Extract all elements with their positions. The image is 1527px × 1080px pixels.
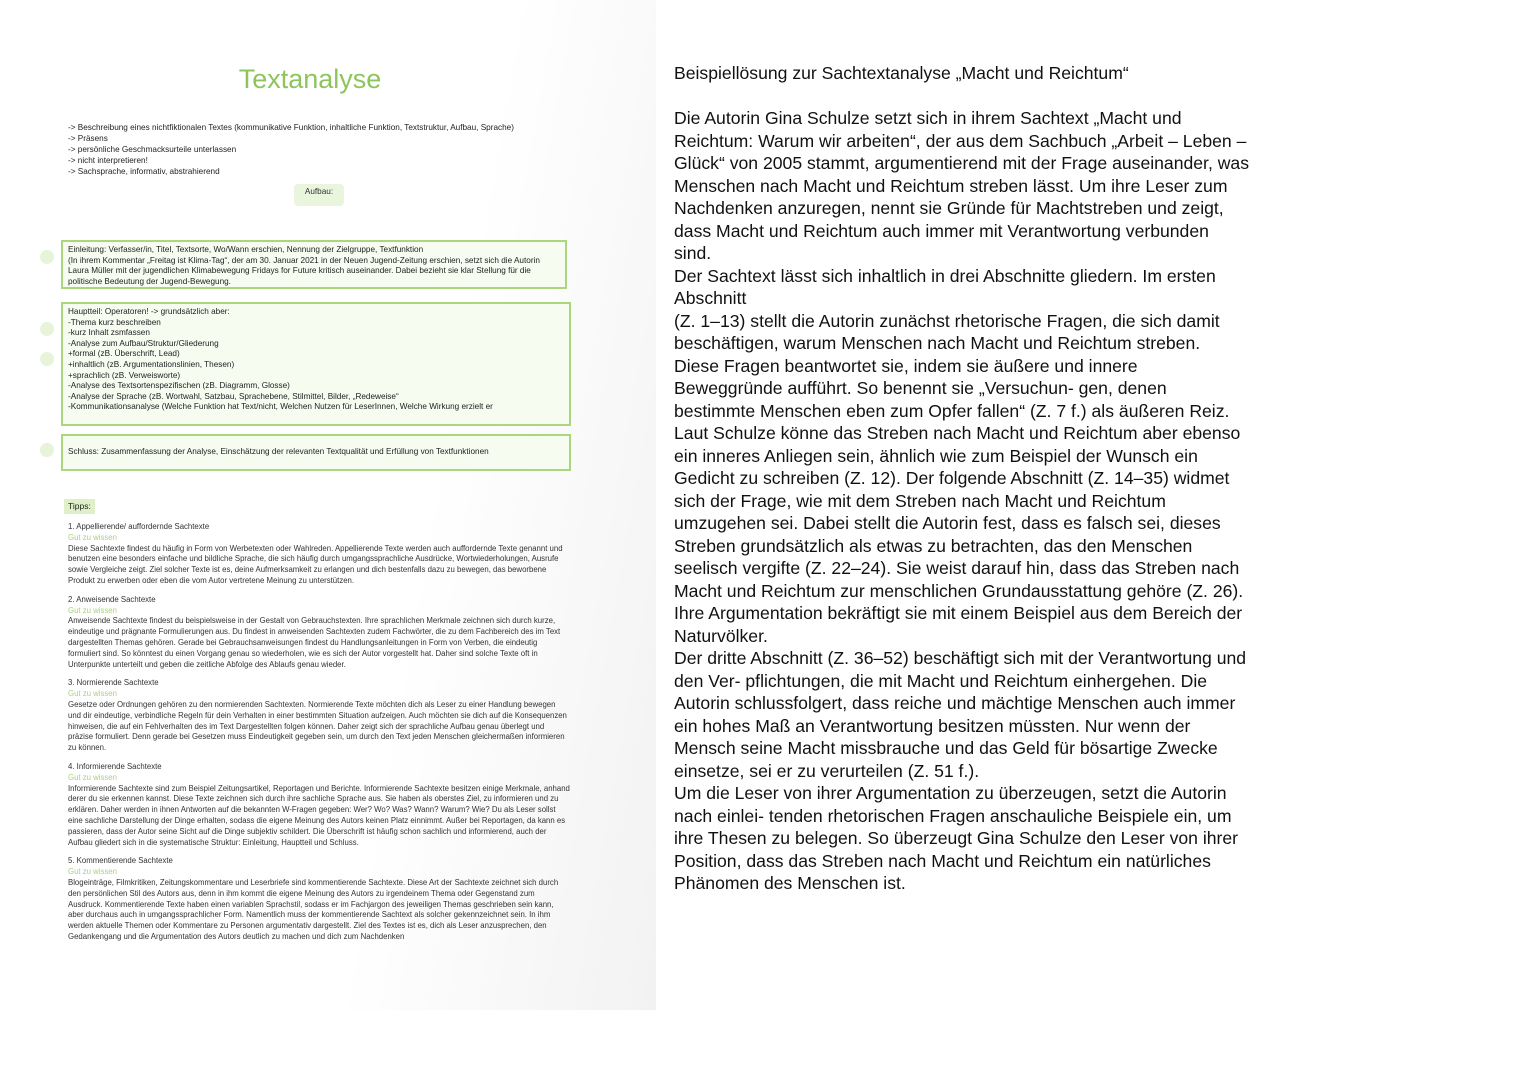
tip-title: 2. Anweisende Sachtexte <box>68 594 156 604</box>
list-item: -> Sachsprache, informativ, abstrahierend <box>68 167 220 176</box>
tip-body: Diese Sachtexte findest du häufig in Form von Werbetexten oder Wahlreden. Appellierende Texte werden auch auffordernde Texte genannt und benutzen eine besonders einfache und bildliche Sprache, die sich häufig durch umgangssprachliche Ausdrücke, Wortwiederholungen, Ausrufe sowie Vergleiche zeigt. Ziel solcher Texte ist es, deine Aufmerksamkeit zu erlangen und dich bestenfalls dazu zu bewegen, das beworbene Produkt zu erwerben oder eben die vom Autor vertretene Meinung zu unterstützen. <box>68 543 563 585</box>
tip-body: Anweisende Sachtexte findest du beispielsweise in der Gestalt von Gebrauchstexten. Ihre sprachlichen Merkmale zeichnen sich durch kurze, eindeutige und prägnante Formulierungen aus. Du findest in anweisenden Sachtexten zudem Fachwörter, die zu dem Fachbereich des im Text dargestellten Themas gehören. Gerade bei Gebrauchsanweisungen findest du Handlungsanleitungen in Form von Verben, die eindeutig formuliert sind. So könntest du einen Vorgang genau so wiederholen, wie es sich der Autor vorgestellt hat. Daher sind solche Texte oft in Unterpunkte unterteilt und geben die zeitliche Abfolge des Ablaufs genau wieder. <box>68 616 561 669</box>
tipps-list <box>68 522 570 951</box>
tip-body: Informierende Sachtexte sind zum Beispiel Zeitungsartikel, Reportagen und Berichte. Informierende Sachtexte besitzen einige Merkmale, anhand derer du sie erkennen kannst. Diese Texte zeichnen sich durch ihre sachliche Sprache aus. Sie haben als oberstes Ziel, zu informieren und zu erklären. Daher werden in ihnen Antworten auf die bekannten W-Fragen gegeben: Wer? Wo? Was? Wann? Warum? Wie? Du als Leser sollst eine sachliche Darstellung der Dinge erhalten, sodass die eigene Meinung des Autors keinen Platz einnimmt. Außer bei Reportagen, da kann es passieren, dass der Autor seine Sicht auf die Dinge subjektiv schildert. Die Überschrift ist häufig schon sachlich und informierend, auch der Aufbau gliedert sich in die systematische Struktur: Einleitung, Hauptteil und Schluss. <box>68 783 570 847</box>
bullet-dot-icon <box>40 250 54 264</box>
einleitung-example: (In ihrem Kommentar „Freitag ist Klima-Tag“, der am 30. Januar 2021 in der Neuen Jugend-Zeitung erschien, setzt sich die Autorin Laura Müller mit der jugendlichen Klimabewegung Fridays for Future kritisch auseinander. Dabei bezieht sie klar Stellung für die politische Bedeutung der Jugend-Bewegung. <box>68 255 540 286</box>
tip-item <box>68 762 570 848</box>
tip-subtitle: Gut zu wissen <box>68 867 117 877</box>
bullet-dot-icon <box>40 322 54 336</box>
solution-paragraph: Der Sachtext lässt sich inhaltlich in drei Abschnitte gliedern. Im ersten Abschnitt <box>674 265 1216 308</box>
solution-paragraph: Die Autorin Gina Schulze setzt sich in ihrem Sachtext „Macht und Reichtum: Warum wir arbeiten“, der aus dem Sachbuch „Arbeit – Leben – Glück“ von 2005 stammt, argumentierend mit der Frage auseinander, was Menschen nach Macht und Reichtum streben lässt. Um ihre Leser zum Nachdenken anzuregen, nennt sie Gründe für Machtstreben und zeigt, dass Macht und Reichtum auch immer mit Verantwortung verbunden sind. <box>674 108 1250 263</box>
bullet-dot-icon <box>40 352 54 366</box>
tip-body: Gesetze oder Ordnungen gehören zu den normierenden Sachtexten. Normierende Texte möchten dich als Leser zu einer Handlung bewegen und dir eindeutige, verbindliche Regeln für dein Verhalten in einer bestimmten Situation aufzeigen. Auch möchten sie dich auf die Konsequenzen hinweisen, die auf ein Fehlverhalten des im Text Dargestellten folgen können. Daher zeigt sich der sprachliche Aufbau genau überlegt und präzise formuliert. Denn gerade bei Gesetzen muss Eindeutigkeit gegeben sein, um durch den Text jeden Menschen gleichermaßen informieren zu können. <box>68 699 567 753</box>
tip-subtitle: Gut zu wissen <box>68 605 117 615</box>
hauptteil-box <box>61 302 571 426</box>
aufbau-label: Aufbau: <box>294 184 344 206</box>
tip-item <box>68 856 570 942</box>
schluss-box <box>61 434 571 471</box>
solution-heading: Beispiellösung zur Sachtextanalyse „Macht und Reichtum“ <box>674 63 1129 83</box>
hauptteil-line: -Analyse des Textsortenspezifischen (zB. Diagramm, Glosse) <box>68 381 290 391</box>
solution-paragraph: (Z. 1–13) stellt die Autorin zunächst rhetorische Fragen, die sich damit beschäftigen, warum Menschen nach Macht und Reichtum streben. Diese Fragen beantwortet sie, indem sie äußere und innere Beweggründe aufführt. So benennt sie „Versuchun- gen, denen bestimmte Menschen eben zum Opfer fallen“ (Z. 7 f.) als äußeren Reiz. Laut Schulze könne das Streben nach Macht und Reichtum aber ebenso ein inneres Anliegen sein, ähnlich wie zum Beispiel der Wunsch ein Gedicht zu schreiben (Z. 12). Der folgende Abschnitt (Z. 14–35) widmet sich der Frage, wie mit dem Streben nach Macht und Reichtum umzugehen sei. Dabei stellt die Autorin fest, dass es falsch sei, dieses Streben grundsätzlich als etwas zu betrachten, das den Menschen seelisch vergifte (Z. 22–24). Sie weist darauf hin, dass das Streben nach Macht und Reichtum zur menschlichen Grundausstattung gehöre (Z. 26). Ihre Argumentation bekräftigt sie mit einem Beispiel aus dem Bereich der Naturvölker. <box>674 310 1244 646</box>
tip-item <box>68 595 570 671</box>
list-item: -> Beschreibung eines nichtfiktionalen Textes (kommunikative Funktion, inhaltliche Funktion, Textstruktur, Aufbau, Sprache) <box>68 123 514 132</box>
tip-subtitle: Gut zu wissen <box>68 772 117 782</box>
tip-item <box>68 678 570 754</box>
hauptteil-line: -Analyse zum Aufbau/Struktur/Gliederung <box>68 338 219 348</box>
tip-subtitle: Gut zu wissen <box>68 689 117 699</box>
hauptteil-line: Hauptteil: Operatoren! -> grundsätzlich aber: <box>68 307 230 316</box>
hauptteil-line: -Thema kurz beschreiben <box>68 317 161 327</box>
intro-list <box>68 122 514 177</box>
tipps-label: Tipps: <box>64 499 95 514</box>
hauptteil-line: -Analyse der Sprache (zB. Wortwahl, Satzbau, Sprachebene, Stilmittel, Bilder, „Redeweise“ <box>68 391 399 401</box>
list-item: -> persönliche Geschmacksurteile unterlassen <box>68 145 237 154</box>
tip-title: 3. Normierende Sachtexte <box>68 678 159 688</box>
list-item: -> Präsens <box>68 134 108 143</box>
hauptteil-line: -Kommunikationsanalyse (Welche Funktion hat Text/nicht, Welchen Nutzen für LeserInnen, Welche Wirkung erzielt er <box>68 402 493 412</box>
einleitung-heading: Einleitung: Verfasser/in, Titel, Textsorte, Wo/Wann erschien, Nennung der Zielgruppe, Textfunktion <box>68 245 424 254</box>
list-item: -> nicht interpretieren! <box>68 156 148 165</box>
tip-item <box>68 522 570 587</box>
right-page-example-solution <box>674 62 1249 895</box>
schluss-text: Schluss: Zusammenfassung der Analyse, Einschätzung der relevanten Textqualität und Erfüllung von Textfunktionen <box>68 447 489 456</box>
bullet-dot-icon <box>40 443 54 457</box>
page-title: Textanalyse <box>238 64 382 95</box>
tip-title: 4. Informierende Sachtexte <box>68 761 162 771</box>
hauptteil-line: +formal (zB. Überschrift, Lead) <box>68 349 180 359</box>
tip-title: 1. Appellierende/ auffordernde Sachtexte <box>68 522 210 531</box>
solution-paragraph: Um die Leser von ihrer Argumentation zu überzeugen, setzt die Autorin nach einlei- tenden rhetorischen Fragen anschauliche Beispiele ein, um ihre Thesen zu belegen. So überzeugt Gina Schulze den Leser von ihrer Position, dass das Streben nach Macht und Reichtum ein natürliches Phänomen des Menschen ist. <box>674 783 1239 893</box>
tip-subtitle: Gut zu wissen <box>68 532 117 542</box>
tip-body: Blogeinträge, Filmkritiken, Zeitungskommentare und Leserbriefe sind kommentierende Sachtexte. Diese Art der Sachtexte zeichnet sich durch den persönlichen Stil des Autors aus, denn in ihm kommt die eigene Meinung des Autors zu irgendeinem Thema oder Gegenstand zum Ausdruck. Kommentierende Texte haben einen variablen Sprachstil, sodass er im Fachjargon des jeweiligen Themas geschrieben sein kann, aber durchaus auch in umgangssprachlicher Form. Namentlich muss der kommentierende Sachtext als solcher gekennzeichnet sein. In ihm werden aktuelle Themen oder Kommentare zu Personen argumentativ dargestellt. Ziel des Textes ist es, dich als Leser anzusprechen, den Gedankengang und die Argumentation des Autors deutlich zu machen und dich zum Nachdenken <box>68 877 559 941</box>
hauptteil-line: +inhaltlich (zB. Argumentationslinien, Thesen) <box>68 359 235 369</box>
hauptteil-line: +sprachlich (zB. Verweisworte) <box>68 370 181 380</box>
left-page-notes <box>0 0 656 1010</box>
hauptteil-line: -kurz Inhalt zsmfassen <box>68 328 150 338</box>
einleitung-box <box>61 240 567 289</box>
solution-paragraph: Der dritte Abschnitt (Z. 36–52) beschäftigt sich mit der Verantwortung und den Ver- pflichtungen, die mit Macht und Reichtum einhergehen. Die Autorin schlussfolgert, dass reiche und mächtige Menschen auch immer ein hohes Maß an Verantwortung besitzen müssten. Nur wenn der Mensch seine Macht missbrauche und das Geld für bösartige Zwecke einsetze, sei er zu verurteilen (Z. 51 f.). <box>674 648 1247 781</box>
tip-title: 5. Kommentierende Sachtexte <box>68 856 173 866</box>
